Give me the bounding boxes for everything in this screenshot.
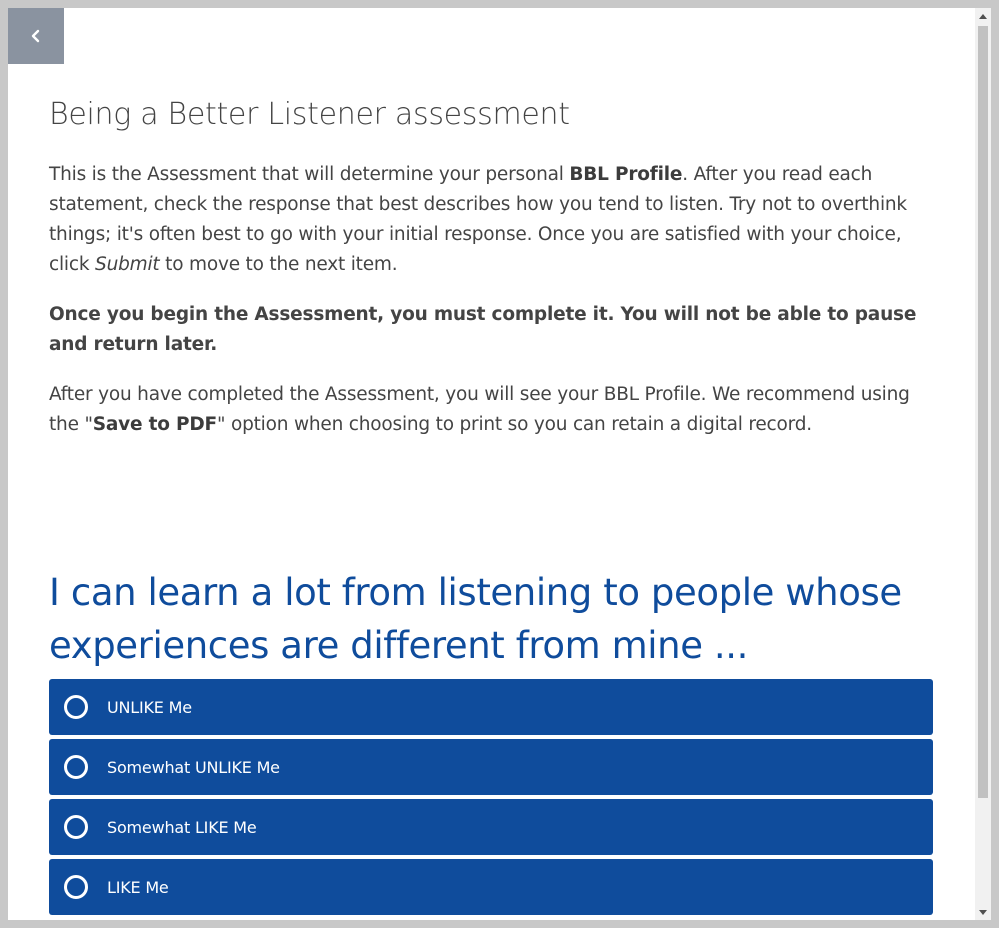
radio-circle-icon bbox=[64, 815, 88, 839]
option-somewhat-like-me[interactable] bbox=[49, 799, 933, 855]
option-label: Somewhat LIKE Me bbox=[107, 817, 257, 837]
option-unlike-me[interactable] bbox=[49, 679, 933, 735]
option-label: Somewhat UNLIKE Me bbox=[107, 757, 280, 777]
radio-circle-icon bbox=[64, 755, 88, 779]
chevron-left-icon bbox=[31, 29, 41, 43]
intro-paragraph-pdf: After you have completed the Assessment, you will see your BBL Profile. We recommend using the "Save to PDF" option when choosing to print so you can retain a digital record. bbox=[49, 384, 910, 435]
answer-options bbox=[49, 679, 933, 919]
intro-paragraph-warning: Once you begin the Assessment, you must complete it. You will not be able to pause and return later. bbox=[49, 304, 917, 355]
submit-term: Submit bbox=[95, 254, 160, 275]
radio-circle-icon bbox=[64, 695, 88, 719]
bbl-profile-term: BBL Profile bbox=[569, 164, 683, 185]
vertical-scrollbar[interactable] bbox=[975, 8, 991, 920]
back-button[interactable] bbox=[8, 8, 64, 64]
page-title: Being a Better Listener assessment bbox=[49, 97, 570, 132]
option-somewhat-unlike-me[interactable] bbox=[49, 739, 933, 795]
scrollbar-thumb[interactable] bbox=[978, 26, 988, 798]
intro-section bbox=[49, 94, 933, 440]
scroll-up-arrow-icon[interactable] bbox=[975, 8, 991, 24]
scroll-down-arrow-icon[interactable] bbox=[975, 904, 991, 920]
assessment-window bbox=[8, 8, 991, 920]
option-label: LIKE Me bbox=[107, 877, 169, 897]
question-text: I can learn a lot from listening to people whose experiences are different from mine ... bbox=[49, 571, 902, 667]
option-like-me[interactable] bbox=[49, 859, 933, 915]
save-to-pdf-term: Save to PDF bbox=[92, 414, 217, 435]
radio-circle-icon bbox=[64, 875, 88, 899]
option-label: UNLIKE Me bbox=[107, 697, 192, 717]
intro-paragraph-instructions: This is the Assessment that will determine your personal BBL Profile. After you read each statement, check the response that best describes how you tend to listen. Try not to overthink things; it's often best to go with your initial response. Once you are satisfied with your choice, click Submit to move to the next item. bbox=[49, 164, 907, 275]
